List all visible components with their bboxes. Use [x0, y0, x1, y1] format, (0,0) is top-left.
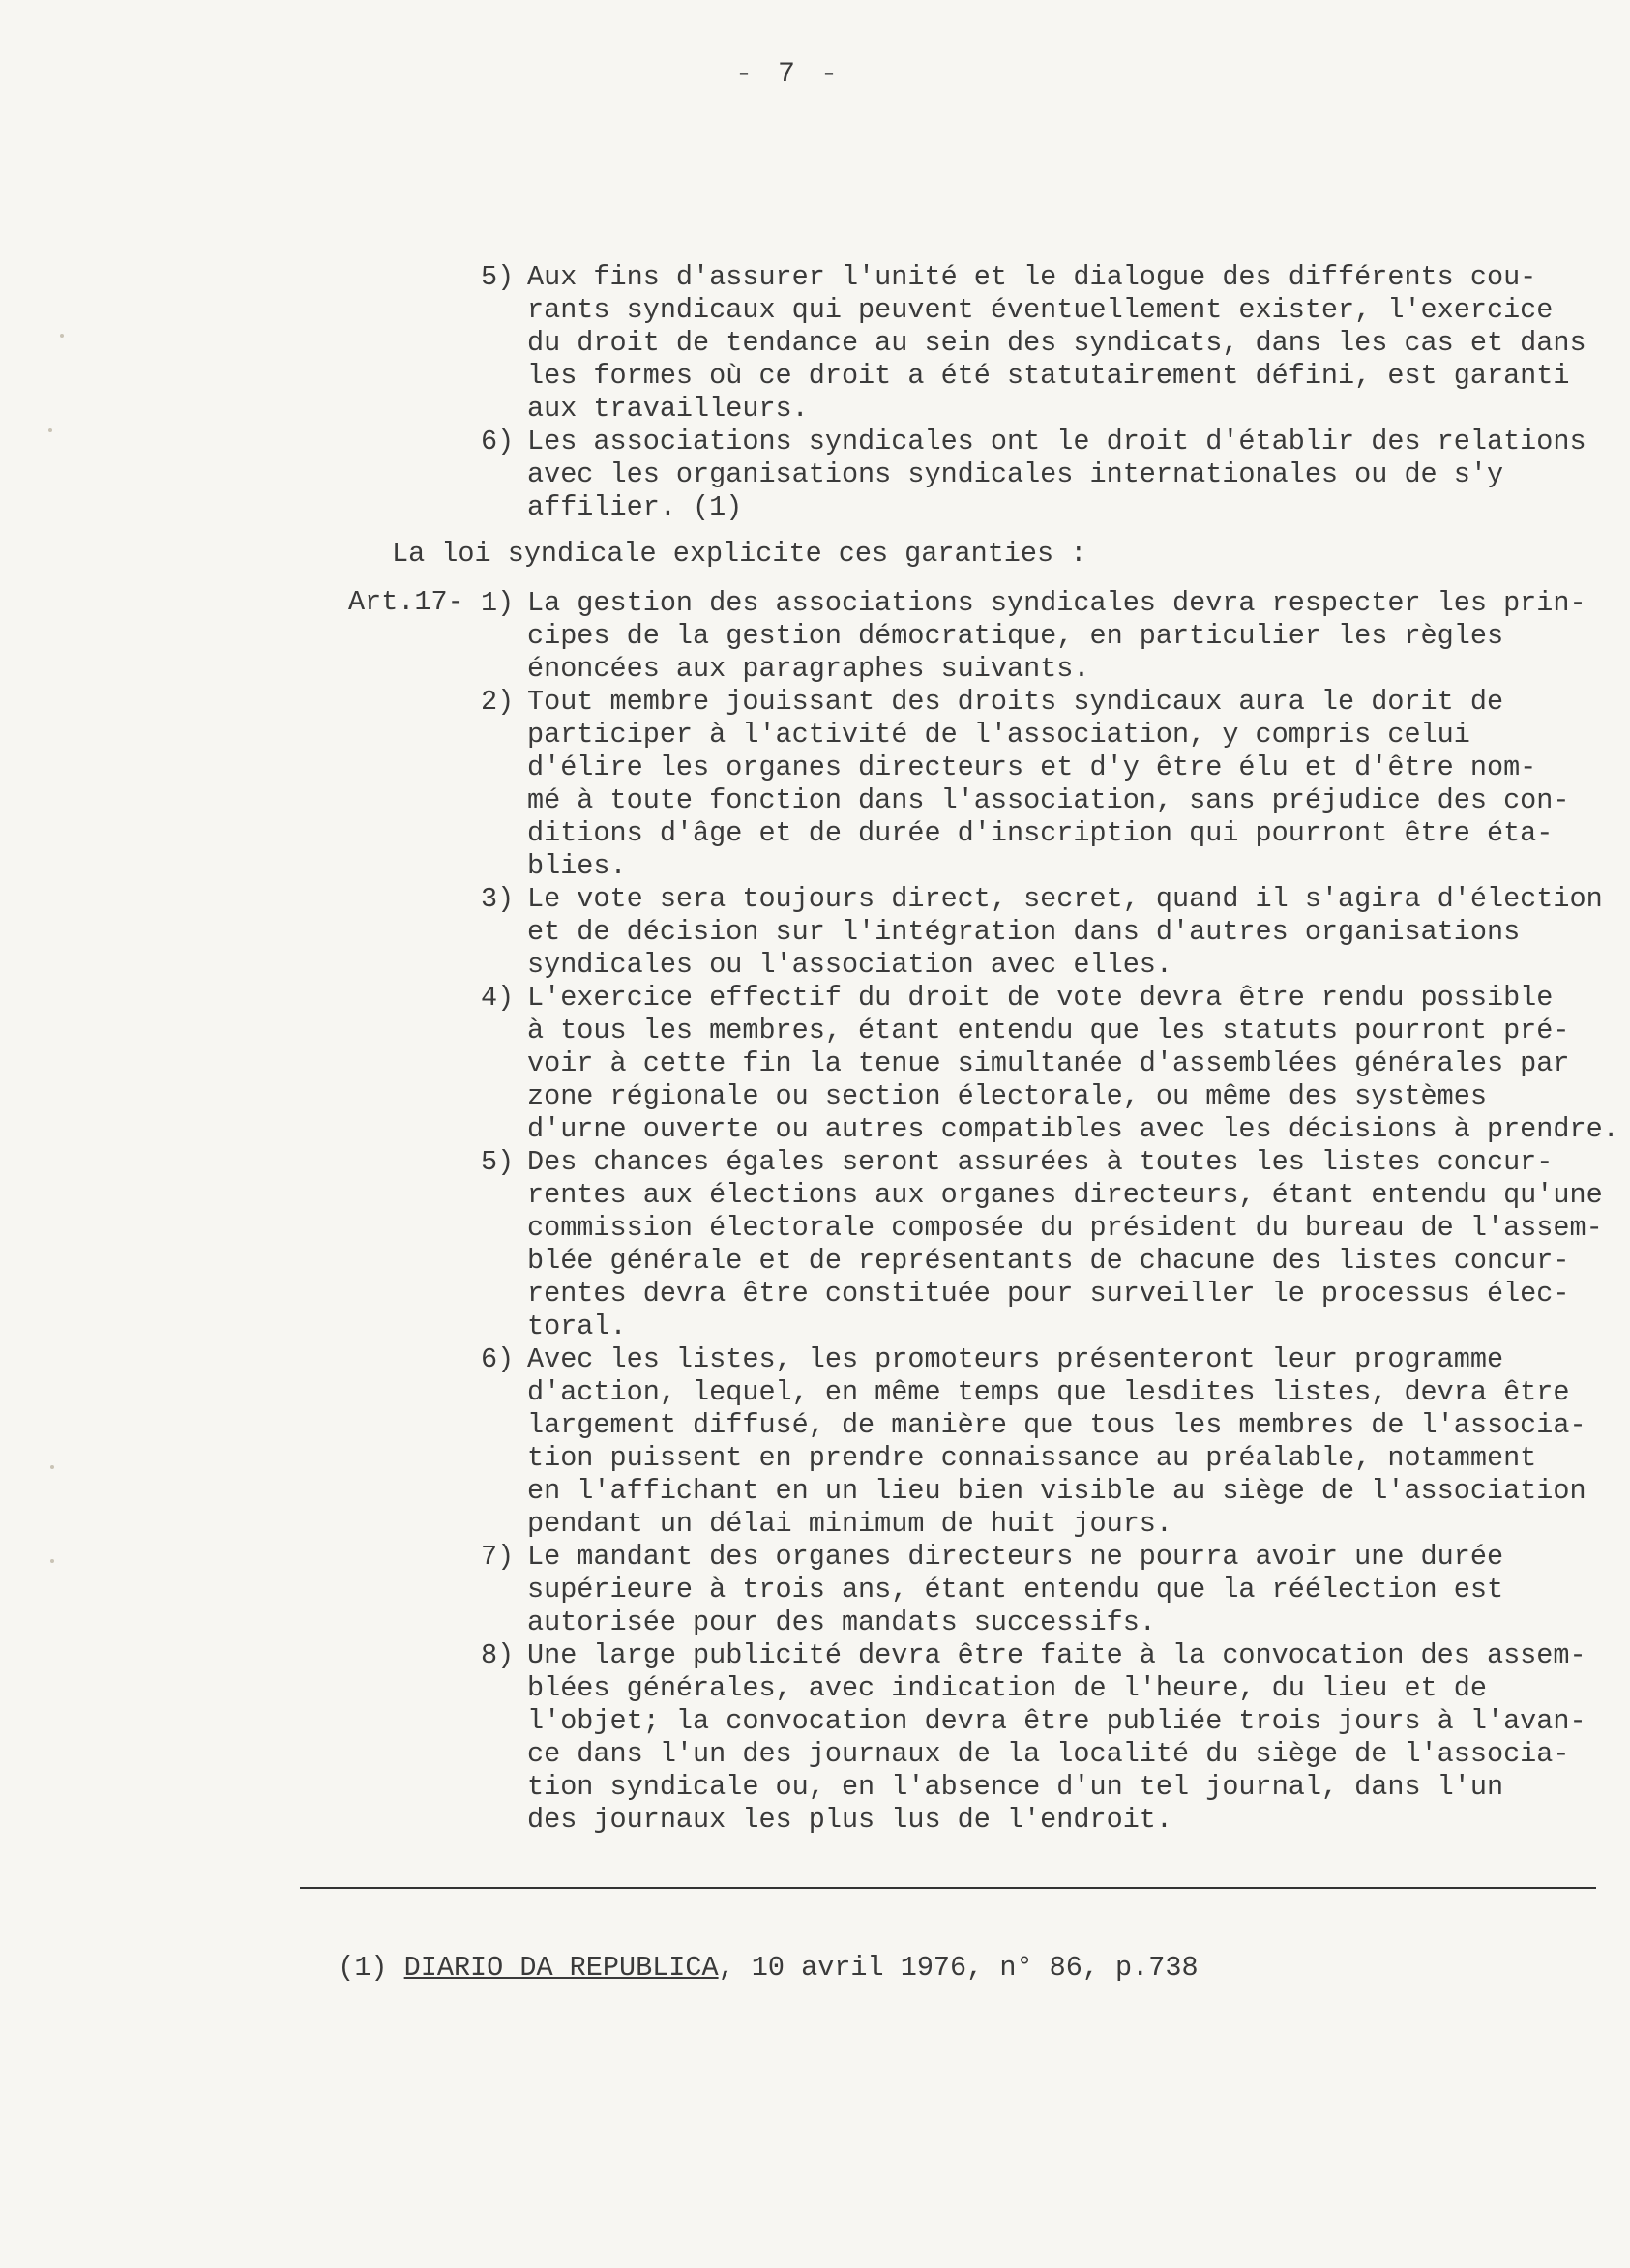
- item-number: 6): [481, 1343, 515, 1375]
- list-item: [0, 883, 1630, 982]
- item-text-line: voir à cette fin la tenue simultanée d'assemblées générales par: [527, 1047, 1570, 1079]
- list-item: [0, 1146, 1630, 1343]
- item-text-line: aux travailleurs.: [527, 393, 809, 425]
- item-text-line: Une large publicité devra être faite à la convocation des assem-: [527, 1639, 1586, 1671]
- item-number: 4): [481, 982, 515, 1014]
- item-text-line: d'élire les organes directeurs et d'y être élu et d'être nom-: [527, 751, 1537, 783]
- item-text-line: à tous les membres, étant entendu que les statuts pourront pré-: [527, 1015, 1570, 1046]
- item-text-line: mé à toute fonction dans l'association, sans préjudice des con-: [527, 784, 1570, 816]
- item-text-line: Aux fins d'assurer l'unité et le dialogue des différents cou-: [527, 261, 1537, 293]
- item-number: 5): [481, 261, 515, 293]
- footnote-source: DIARIO DA REPUBLICA: [403, 1952, 719, 1984]
- item-text-line: Le vote sera toujours direct, secret, quand il s'agira d'élection: [527, 883, 1603, 915]
- paper-speck: [48, 428, 52, 432]
- item-text-line: rentes aux élections aux organes directeurs, étant entendu qu'une: [527, 1179, 1603, 1211]
- item-text-line: L'exercice effectif du droit de vote devra être rendu possible: [527, 982, 1554, 1014]
- item-text-line: les formes où ce droit a été statutairement défini, est garanti: [527, 360, 1570, 392]
- item-text-line: Avec les listes, les promoteurs présenteront leur programme: [527, 1343, 1504, 1375]
- item-text-line: pendant un délai minimum de huit jours.: [527, 1508, 1173, 1540]
- item-text-line: d'action, lequel, en même temps que lesdites listes, devra être: [527, 1376, 1570, 1408]
- list-item: [0, 982, 1630, 1146]
- item-text-line: d'urne ouverte ou autres compatibles avec les décisions à prendre.: [527, 1113, 1619, 1145]
- item-text-line: énoncées aux paragraphes suivants.: [527, 653, 1090, 685]
- footnote-details: , 10 avril 1976, n° 86, p.738: [718, 1952, 1199, 1984]
- paper-speck: [50, 1559, 54, 1563]
- item-text-line: du droit de tendance au sein des syndicats, dans les cas et dans: [527, 327, 1586, 359]
- list-item: [0, 1541, 1630, 1639]
- item-number: 8): [481, 1639, 515, 1671]
- list-item: [0, 261, 1630, 426]
- item-number: 5): [481, 1146, 515, 1178]
- list-item: [0, 686, 1630, 883]
- list-item: [0, 426, 1630, 524]
- item-text-line: rants syndicaux qui peuvent éventuellement exister, l'exercice: [527, 294, 1554, 326]
- item-text-line: zone régionale ou section électorale, ou même des systèmes: [527, 1080, 1487, 1112]
- item-text-line: affilier. (1): [527, 491, 743, 523]
- item-text-line: supérieure à trois ans, étant entendu que la réélection est: [527, 1574, 1504, 1605]
- item-text-line: La gestion des associations syndicales devra respecter les prin-: [527, 587, 1586, 619]
- article-label: Art.17-: [348, 586, 464, 618]
- item-number: 1): [481, 587, 515, 619]
- item-number: 6): [481, 426, 515, 457]
- item-text-line: ce dans l'un des journaux de la localité du siège de l'associa-: [527, 1738, 1570, 1770]
- footnote-rule: [300, 1887, 1596, 1889]
- item-text-line: des journaux les plus lus de l'endroit.: [527, 1804, 1173, 1836]
- item-text-line: cipes de la gestion démocratique, en particulier les règles: [527, 620, 1504, 652]
- footnote: [305, 1919, 1199, 1985]
- paper-speck: [50, 1465, 54, 1469]
- item-text-line: tion puissent en prendre connaissance au préalable, notamment: [527, 1442, 1537, 1474]
- item-number: 3): [481, 883, 515, 915]
- item-text-line: syndicales ou l'association avec elles.: [527, 949, 1173, 981]
- item-text-line: l'objet; la convocation devra être publiée trois jours à l'avan-: [527, 1705, 1586, 1737]
- item-text-line: avec les organisations syndicales internationales ou de s'y: [527, 458, 1504, 490]
- page-number: - 7 -: [735, 58, 843, 91]
- item-text-line: Le mandant des organes directeurs ne pourra avoir une durée: [527, 1541, 1504, 1573]
- item-text-line: et de décision sur l'intégration dans d'autres organisations: [527, 916, 1521, 948]
- item-text-line: en l'affichant en un lieu bien visible au siège de l'association: [527, 1475, 1586, 1507]
- item-number: 7): [481, 1541, 515, 1573]
- item-text-line: ditions d'âge et de durée d'inscription qui pourront être éta-: [527, 817, 1554, 849]
- item-text-line: largement diffusé, de manière que tous les membres de l'associa-: [527, 1409, 1586, 1441]
- item-text-line: commission électorale composée du président du bureau de l'assem-: [527, 1212, 1603, 1244]
- item-text-line: participer à l'activité de l'association, y compris celui: [527, 719, 1470, 751]
- footnote-marker: (1): [338, 1952, 388, 1984]
- list-item: [0, 587, 1630, 686]
- item-text-line: Tout membre jouissant des droits syndicaux aura le dorit de: [527, 686, 1504, 718]
- item-text-line: Des chances égales seront assurées à toutes les listes concur-: [527, 1146, 1554, 1178]
- item-text-line: Les associations syndicales ont le droit d'établir des relations: [527, 426, 1586, 457]
- item-number: 2): [481, 686, 515, 718]
- item-text-line: tion syndicale ou, en l'absence d'un tel journal, dans l'un: [527, 1771, 1504, 1803]
- item-text-line: blées générales, avec indication de l'heure, du lieu et de: [527, 1672, 1487, 1704]
- item-text-line: blies.: [527, 850, 627, 882]
- item-text-line: blée générale et de représentants de chacune des listes concur-: [527, 1245, 1570, 1277]
- list-item: [0, 1639, 1630, 1837]
- paper-speck: [60, 334, 64, 338]
- list-item: [0, 1343, 1630, 1541]
- intro-line: La loi syndicale explicite ces garanties :: [392, 538, 1087, 570]
- item-text-line: autorisée pour des mandats successifs.: [527, 1606, 1156, 1638]
- item-text-line: rentes devra être constituée pour surveiller le processus élec-: [527, 1278, 1570, 1310]
- item-text-line: toral.: [527, 1311, 627, 1342]
